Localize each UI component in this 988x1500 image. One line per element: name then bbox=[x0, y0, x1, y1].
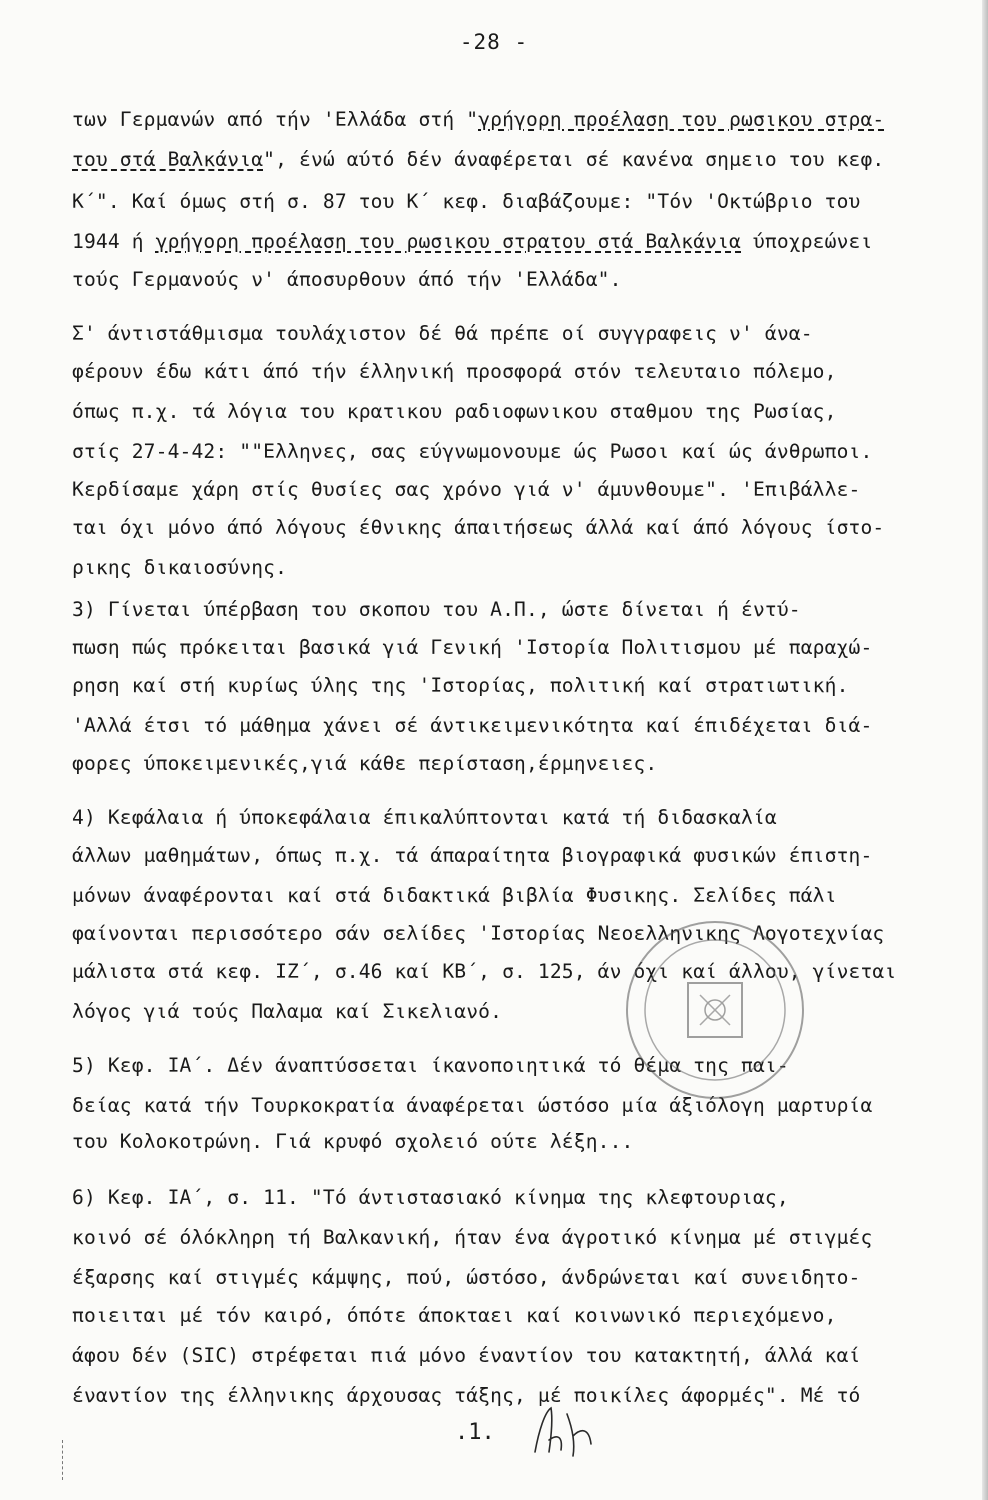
text-line bbox=[72, 478, 942, 501]
text-line bbox=[72, 636, 942, 659]
text-segment: τούς Γερμανούς ν' άποσυρθουν άπό τήν 'Ελλάδα". bbox=[72, 268, 622, 291]
text-segment: πωση πώς πρόκειται βασικά γιά Γενική 'Ιστορία Πολιτισμου μέ παραχώ- bbox=[72, 636, 873, 659]
text-line bbox=[72, 190, 942, 213]
text-segment: 6) Κεφ. ΙΑ΄, σ. 11. "Τό άντιστασιακό κίνημα της κλεφτουριας, bbox=[72, 1186, 789, 1209]
handwritten-initials-icon bbox=[527, 1400, 597, 1460]
underlined-text: γρήγορη προέλαση του ρωσικου στρατου στά Βαλκάνια bbox=[155, 230, 741, 253]
text-line bbox=[72, 400, 942, 423]
text-segment: λόγος γιά τούς Παλαμα καί Σικελιανό. bbox=[72, 1000, 503, 1023]
text-segment: ρηση καί στή κυρίως ύλης της 'Ιστορίας, πολιτική καί στρατιωτική. bbox=[72, 674, 849, 697]
text-segment: Κερδίσαμε χάρη στίς θυσίες σας χρόνο γιά ν' άμυνθουμε". 'Επιβάλλε- bbox=[72, 478, 861, 501]
text-line bbox=[72, 268, 942, 291]
text-segment: 4) Κεφάλαια ή ύποκεφάλαια έπικαλύπτονται κατά τή διδασκαλία bbox=[72, 806, 777, 829]
text-segment: στίς 27-4-42: ""Ελληνες, σας εύγνωμονουμε ώς Ρωσοι καί ώς άνθρωποι. bbox=[72, 440, 873, 463]
text-segment: ", ένώ αύτό δέν άναφέρεται σέ κανένα σημειο του κεφ. bbox=[263, 148, 885, 171]
text-segment: φέρουν έδω κάτι άπό τήν έλληνική προσφορά στόν τελευταιο πόλεμο, bbox=[72, 360, 837, 383]
text-segment: άλλων μαθημάτων, όπως π.χ. τά άπαραίτητα βιογραφικά φυσικών έπιστη- bbox=[72, 844, 873, 867]
text-segment: 3) Γίνεται ύπέρβαση του σκοπου του Α.Π., ώστε δίνεται ή έντύ- bbox=[72, 598, 801, 621]
text-line bbox=[72, 884, 942, 907]
text-segment: 1944 ή bbox=[72, 230, 156, 253]
text-segment: ρικης δικαιοσύνης. bbox=[72, 556, 288, 579]
text-segment: άφου δέν (SIC) στρέφεται πιά μόνο έναντίον του κατακτητή, άλλά καί bbox=[72, 1344, 861, 1367]
text-segment: του Κολοκοτρώνη. Γιά κρυφό σχολειό ούτε λέξη... bbox=[72, 1130, 634, 1153]
text-segment: έναντίον της έλληνικης άρχουσας τάξης, μέ ποικίλες άφορμές". Μέ τό bbox=[72, 1384, 861, 1407]
text-line bbox=[72, 1186, 942, 1209]
text-segment: μόνων άναφέρονται καί στά διδακτικά βιβλία Φυσικης. Σελίδες πάλι bbox=[72, 884, 837, 907]
text-segment: φαίνονται περισσότερο σάν σελίδες 'Ιστορίας Νεοελληνικης Λογοτεχνίας bbox=[72, 922, 885, 945]
text-line bbox=[72, 1384, 942, 1407]
text-line bbox=[72, 108, 942, 131]
text-line bbox=[72, 674, 942, 697]
text-line bbox=[72, 322, 942, 345]
text-segment: των Γερμανών από τήν 'Ελλάδα στή " bbox=[72, 108, 479, 131]
text-line bbox=[72, 844, 942, 867]
text-line bbox=[72, 806, 942, 829]
text-segment: ται όχι μόνο άπό λόγους έθνικης άπαιτήσεως άλλά καί άπό λόγους ίστο- bbox=[72, 516, 885, 539]
page-edge-shadow bbox=[982, 0, 988, 1500]
text-line bbox=[72, 230, 942, 253]
text-line bbox=[72, 556, 942, 579]
page-number: -28 - bbox=[459, 30, 529, 54]
text-line bbox=[72, 752, 942, 775]
text-segment: όπως π.χ. τά λόγια του κρατικου ραδιοφωνικου σταθμου της Ρωσίας, bbox=[72, 400, 837, 423]
text-segment: ποιειται μέ τόν καιρό, όπότε άποκταει καί κοινωνικό περιεχόμενο, bbox=[72, 1304, 837, 1327]
underlined-text: του στά Βαλκάνια bbox=[72, 148, 264, 171]
text-segment: 5) Κεφ. ΙΑ΄. Δέν άναπτύσσεται ίκανοποιητικά τό θέμα της παι- bbox=[72, 1054, 789, 1077]
text-line bbox=[72, 1344, 942, 1367]
text-segment: κοινό σέ όλόκληρη τή Βαλκανική, ήταν ένα άγροτικό κίνημα μέ στιγμές bbox=[72, 1226, 873, 1249]
text-line bbox=[72, 360, 942, 383]
text-segment: 'Αλλά έτσι τό μάθημα χάνει σέ άντικειμενικότητα καί έπιδέχεται διά- bbox=[72, 714, 873, 737]
margin-mark bbox=[62, 1440, 66, 1480]
text-line bbox=[72, 1130, 942, 1153]
text-segment: δείας κατά τήν Τουρκοκρατία άναφέρεται ώστόσο μία άξιόλογη μαρτυρία bbox=[72, 1094, 873, 1117]
text-segment: φορες ύποκειμενικές,γιά κάθε περίσταση,έρμηνειες. bbox=[72, 752, 658, 775]
continuation-mark: .1. bbox=[455, 1420, 495, 1445]
text-line bbox=[72, 714, 942, 737]
text-segment: ύποχρεώνει bbox=[741, 230, 873, 253]
text-line bbox=[72, 598, 942, 621]
official-stamp-icon bbox=[600, 915, 820, 1105]
text-line bbox=[72, 1226, 942, 1249]
text-segment: Σ' άντιστάθμισμα τουλάχιστον δέ θά πρέπε οί συγγραφεις ν' άνα- bbox=[72, 322, 813, 345]
text-segment: έξαρσης καί στιγμές κάμψης, πού, ώστόσο, άνδρώνεται καί συνειδητο- bbox=[72, 1266, 861, 1289]
text-segment: Κ΄". Καί όμως στή σ. 87 του Κ΄ κεφ. διαβάζουμε: "Τόν 'Οκτώβριο του bbox=[72, 190, 861, 213]
text-line bbox=[72, 1266, 942, 1289]
text-line bbox=[72, 148, 942, 171]
text-segment: μάλιστα στά κεφ. ΙΖ΄, σ.46 καί ΚΒ΄, σ. 125, άν όχι καί άλλου, γίνεται bbox=[72, 960, 897, 983]
text-line bbox=[72, 516, 942, 539]
underlined-text: γρήγορη προέλαση του ρωσικου στρα- bbox=[478, 108, 885, 131]
text-line bbox=[72, 1304, 942, 1327]
text-line bbox=[72, 440, 942, 463]
